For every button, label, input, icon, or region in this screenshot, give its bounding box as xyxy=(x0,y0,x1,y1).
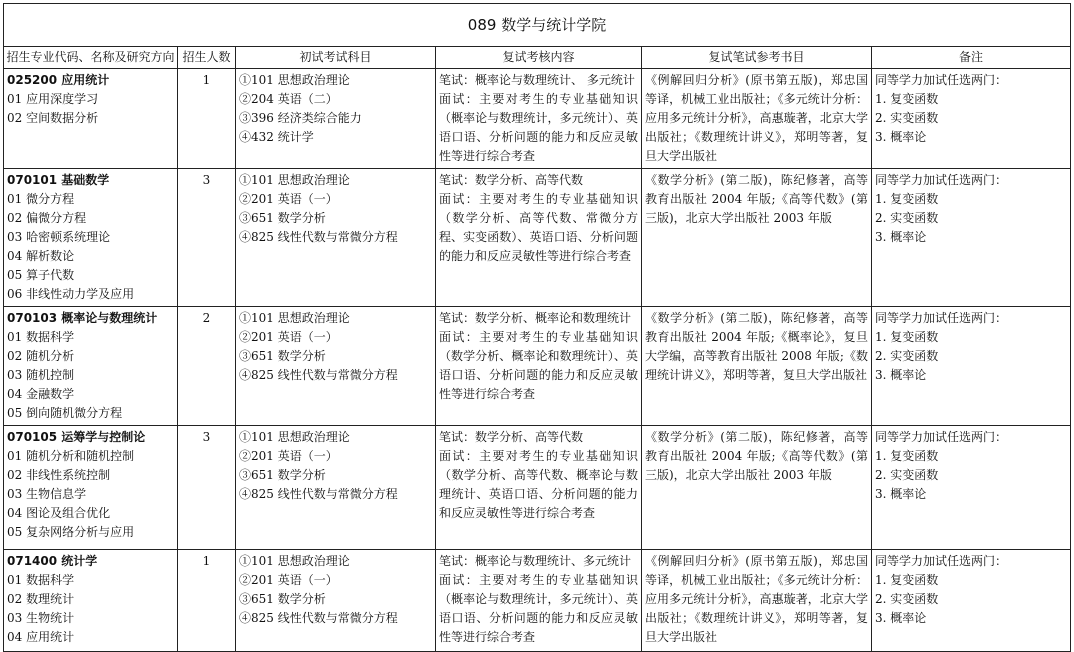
exam-item: ④825 线性代数与常微分方程 xyxy=(239,368,398,382)
note-item: 2. 实变函数 xyxy=(875,349,939,363)
books-text: 《数学分析》(第二版)，陈纪修著，高等教育出版社 2004 年版;《高等代数》(第三版)，北京大学出版社 2003 年版 xyxy=(645,173,868,225)
direction-item: 04 应用统计 xyxy=(7,630,75,644)
note-item: 同等学力加试任选两门： xyxy=(875,311,1008,325)
note-item: 1. 复变函数 xyxy=(875,92,939,106)
exam-item: ④825 线性代数与常微分方程 xyxy=(239,611,398,625)
direction-item: 01 微分方程 xyxy=(7,192,75,206)
notes-cell xyxy=(872,426,1071,550)
direction-item: 02 非线性系统控制 xyxy=(7,468,111,482)
header-exams: 初试考试科目 xyxy=(236,47,436,69)
note-item: 1. 复变函数 xyxy=(875,449,939,463)
retest-cell xyxy=(436,550,642,652)
books-cell xyxy=(642,307,872,426)
major-title: 025200 应用统计 xyxy=(7,73,110,87)
retest-cell xyxy=(436,69,642,169)
note-item: 3. 概率论 xyxy=(875,130,927,144)
exams-cell xyxy=(236,426,436,550)
direction-item: 01 数据科学 xyxy=(7,573,75,587)
admissions-table xyxy=(3,3,1071,652)
exam-item: ③651 数学分析 xyxy=(239,211,326,225)
exams-cell xyxy=(236,550,436,652)
direction-item: 04 金融数学 xyxy=(7,387,75,401)
note-item: 2. 实变函数 xyxy=(875,468,939,482)
direction-item: 06 非线性动力学及应用 xyxy=(7,287,135,301)
header-count: 招生人数 xyxy=(178,47,236,69)
direction-item: 02 空间数据分析 xyxy=(7,111,99,125)
note-item: 同等学力加试任选两门： xyxy=(875,430,1008,444)
retest-text: 笔试：数学分析、概率论和数理统计 面试：主要对考生的专业基础知识（数学分析、概率论和数理统计）、英语口语、分析问题的能力和反应灵敏性等进行综合考查 xyxy=(439,311,638,401)
notes-cell xyxy=(872,169,1071,307)
notes-cell xyxy=(872,307,1071,426)
direction-item: 05 算子代数 xyxy=(7,268,75,282)
retest-cell xyxy=(436,169,642,307)
direction-item: 02 随机分析 xyxy=(7,349,75,363)
exam-item: ③651 数学分析 xyxy=(239,468,326,482)
header-books: 复试笔试参考书目 xyxy=(642,47,872,69)
direction-item: 01 随机分析和随机控制 xyxy=(7,449,135,463)
table-row xyxy=(4,169,1071,307)
direction-item: 03 生物统计 xyxy=(7,611,75,625)
notes-cell xyxy=(872,550,1071,652)
major-cell xyxy=(4,169,178,307)
exam-item: ②201 英语（一） xyxy=(239,573,338,587)
major-title: 070101 基础数学 xyxy=(7,173,110,187)
major-cell xyxy=(4,426,178,550)
count-cell: 2 xyxy=(178,307,236,426)
page-title: 089 数学与统计学院 xyxy=(4,4,1071,47)
books-cell xyxy=(642,550,872,652)
note-item: 1. 复变函数 xyxy=(875,330,939,344)
direction-item: 02 数理统计 xyxy=(7,592,75,606)
note-item: 同等学力加试任选两门： xyxy=(875,554,1008,568)
exam-item: ②201 英语（一） xyxy=(239,449,338,463)
major-title: 070105 运筹学与控制论 xyxy=(7,430,146,444)
exam-item: ③396 经济类综合能力 xyxy=(239,111,362,125)
note-item: 2. 实变函数 xyxy=(875,211,939,225)
books-text: 《例解回归分析》(原书第五版)，郑忠国等译，机械工业出版社；《多元统计分析：应用多元统计分析》，高惠璇著，北京大学出版社；《数理统计讲义》，郑明等著，复旦大学出版社 xyxy=(645,554,868,644)
header-notes: 备注 xyxy=(872,47,1071,69)
books-text: 《数学分析》(第二版)，陈纪修著，高等教育出版社 2004 年版;《高等代数》(第三版)，北京大学出版社 2003 年版 xyxy=(645,430,868,482)
retest-cell xyxy=(436,307,642,426)
count-cell: 1 xyxy=(178,69,236,169)
title-row xyxy=(4,4,1071,47)
exam-item: ③651 数学分析 xyxy=(239,349,326,363)
table-row xyxy=(4,426,1071,550)
table-row xyxy=(4,307,1071,426)
exam-item: ④432 统计学 xyxy=(239,130,314,144)
direction-item: 03 随机控制 xyxy=(7,368,75,382)
major-title: 070103 概率论与数理统计 xyxy=(7,311,158,325)
exam-item: ②201 英语（一） xyxy=(239,192,338,206)
major-cell xyxy=(4,550,178,652)
notes-cell xyxy=(872,69,1071,169)
note-item: 1. 复变函数 xyxy=(875,573,939,587)
note-item: 2. 实变函数 xyxy=(875,111,939,125)
header-retest: 复试考核内容 xyxy=(436,47,642,69)
direction-item: 04 解析数论 xyxy=(7,249,75,263)
note-item: 同等学力加试任选两门： xyxy=(875,73,1008,87)
exam-item: ①101 思想政治理论 xyxy=(239,554,350,568)
retest-text: 笔试：概率论与数理统计、多元统计 面试：主要对考生的专业基础知识（概率论与数理统计，多元统计）、英语口语、分析问题的能力和反应灵敏性等进行综合考查 xyxy=(439,554,638,644)
books-cell xyxy=(642,169,872,307)
books-cell xyxy=(642,426,872,550)
note-item: 3. 概率论 xyxy=(875,230,927,244)
retest-cell xyxy=(436,426,642,550)
major-cell xyxy=(4,69,178,169)
books-cell xyxy=(642,69,872,169)
exam-item: ①101 思想政治理论 xyxy=(239,173,350,187)
direction-item: 04 图论及组合优化 xyxy=(7,506,111,520)
direction-item: 03 生物信息学 xyxy=(7,487,87,501)
books-text: 《例解回归分析》(原书第五版)，郑忠国等译，机械工业出版社；《多元统计分析：应用多元统计分析》，高惠璇著，北京大学出版社；《数理统计讲义》，郑明等著，复旦大学出版社 xyxy=(645,73,868,163)
retest-text: 笔试：数学分析、高等代数 面试：主要对考生的专业基础知识（数学分析、高等代数、概率论与数理统计、英语口语、分析问题的能力和反应灵敏性等进行综合考查 xyxy=(439,430,638,520)
note-item: 同等学力加试任选两门： xyxy=(875,173,1008,187)
exams-cell xyxy=(236,169,436,307)
exam-item: ①101 思想政治理论 xyxy=(239,73,350,87)
exam-item: ②201 英语（一） xyxy=(239,330,338,344)
direction-item: 03 哈密顿系统理论 xyxy=(7,230,111,244)
exam-item: ①101 思想政治理论 xyxy=(239,430,350,444)
exams-cell xyxy=(236,307,436,426)
direction-item: 05 倒向随机微分方程 xyxy=(7,406,123,420)
note-item: 2. 实变函数 xyxy=(875,592,939,606)
direction-item: 05 复杂网络分析与应用 xyxy=(7,525,135,539)
exams-cell xyxy=(236,69,436,169)
retest-text: 笔试：概率论与数理统计、 多元统计 面试：主要对考生的专业基础知识（概率论与数理统计，多元统计）、英语口语、分析问题的能力和反应灵敏性等进行综合考查 xyxy=(439,73,638,163)
direction-item: 02 偏微分方程 xyxy=(7,211,87,225)
note-item: 3. 概率论 xyxy=(875,611,927,625)
count-cell: 3 xyxy=(178,426,236,550)
count-cell: 1 xyxy=(178,550,236,652)
books-text: 《数学分析》(第二版)，陈纪修著，高等教育出版社 2004 年版;《概率论》，复旦大学编，高等教育出版社 2008 年版;《数理统计讲义》，郑明等著，复旦大学出版社 xyxy=(645,311,868,382)
exam-item: ④825 线性代数与常微分方程 xyxy=(239,487,398,501)
header-row xyxy=(4,47,1071,69)
count-cell: 3 xyxy=(178,169,236,307)
table-row xyxy=(4,69,1071,169)
direction-item: 01 应用深度学习 xyxy=(7,92,99,106)
table-body xyxy=(4,69,1071,652)
exam-item: ③651 数学分析 xyxy=(239,592,326,606)
direction-item: 01 数据科学 xyxy=(7,330,75,344)
major-cell xyxy=(4,307,178,426)
note-item: 1. 复变函数 xyxy=(875,192,939,206)
exam-item: ①101 思想政治理论 xyxy=(239,311,350,325)
exam-item: ②204 英语（二） xyxy=(239,92,338,106)
header-major: 招生专业代码、名称及研究方向 xyxy=(4,47,178,69)
retest-text: 笔试：数学分析、高等代数 面试：主要对考生的专业基础知识（数学分析、高等代数、常微分方程、实变函数）、英语口语、分析问题的能力和反应灵敏性等进行综合考查 xyxy=(439,173,638,263)
table-row xyxy=(4,550,1071,652)
note-item: 3. 概率论 xyxy=(875,368,927,382)
exam-item: ④825 线性代数与常微分方程 xyxy=(239,230,398,244)
note-item: 3. 概率论 xyxy=(875,487,927,501)
major-title: 071400 统计学 xyxy=(7,554,98,568)
